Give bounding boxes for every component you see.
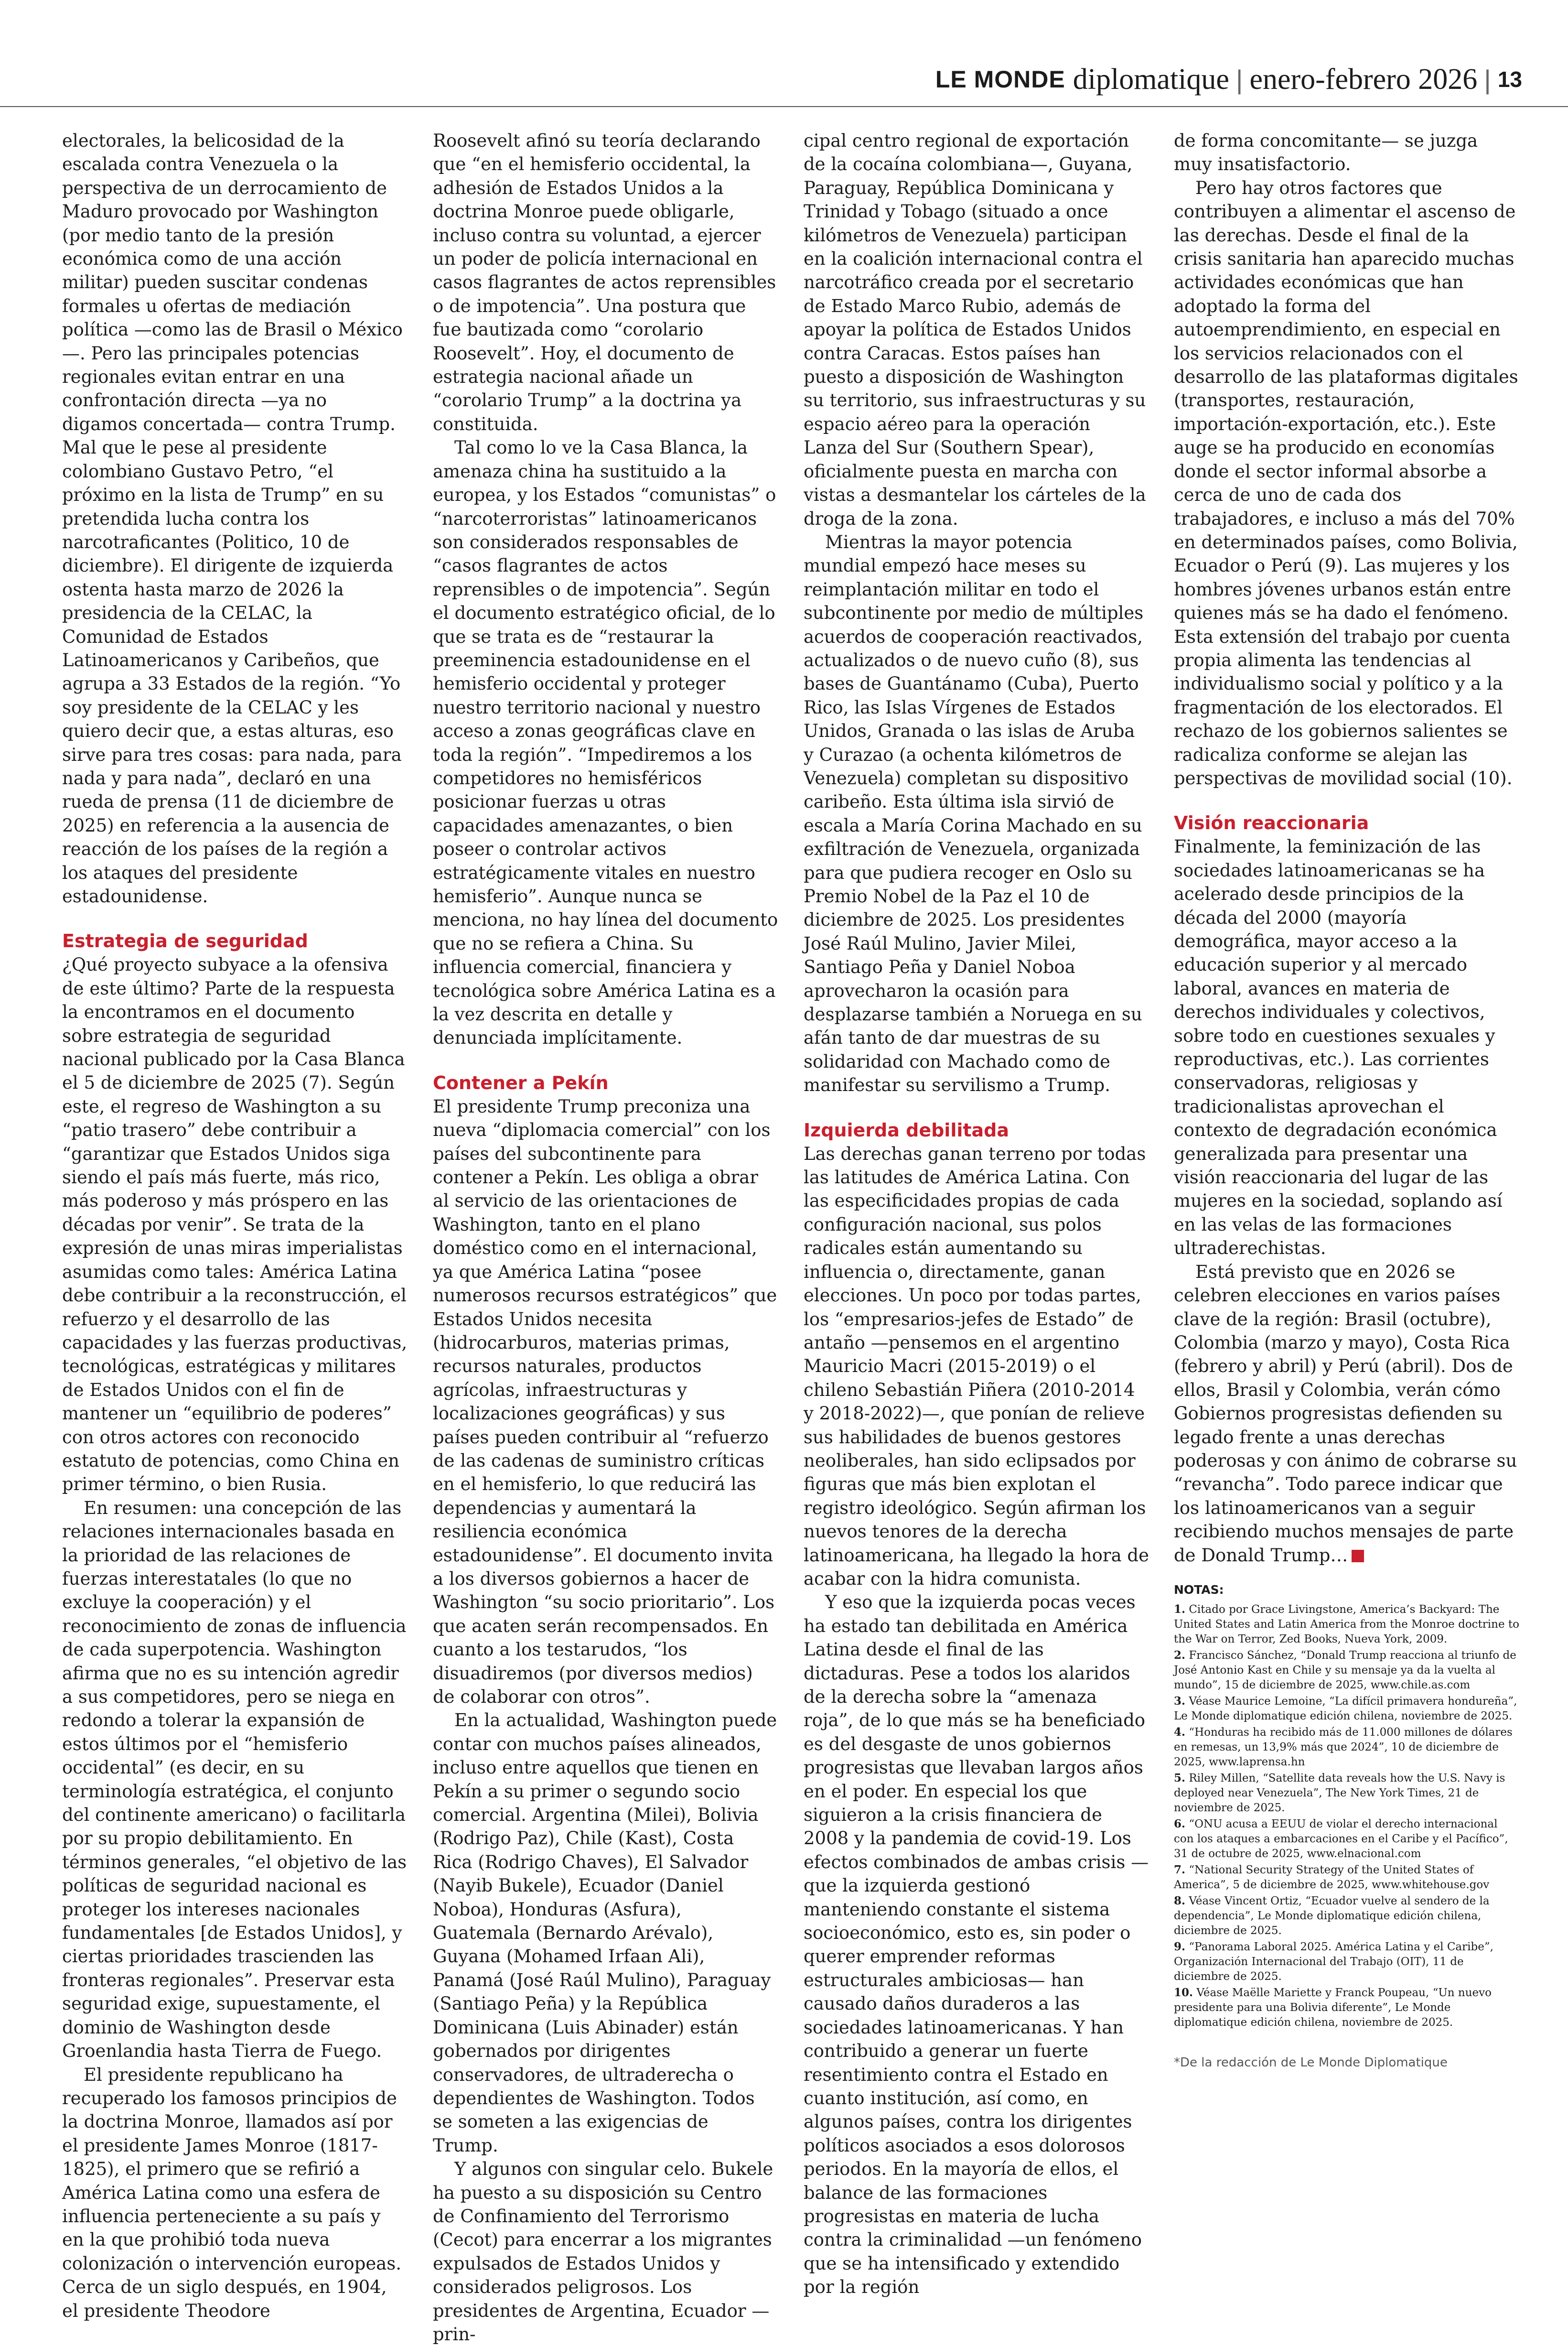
note-text: Citado por Grace Livingstone, America’s Backyard: The United States and Latin America from the Monroe doctrine to the War on Terror, Zed Books, Nueva York, 2009.	[1174, 1603, 1519, 1645]
paragraph: Y algunos con singular celo. Bukele ha puesto a su disposición su Centro de Confinamiento del Terrorismo (Cecot) para encerrar a los migrantes expulsados de Estados Unidos y considerados peligrosos. Los presidentes de Argentina, Ecuador —prin-	[433, 2159, 773, 2345]
note-number: 7.	[1174, 1863, 1186, 1876]
article-column-1	[62, 129, 408, 2321]
note-number: 4.	[1174, 1725, 1186, 1739]
brand-le-monde: LE MONDE	[935, 66, 1065, 93]
paragraph: El presidente Trump preconiza una nueva “diplomacia comercial” con los países del subcontinente para contener a Pekín. Les obliga a obrar al servicio de las orientaciones de Washington, tanto en el plano doméstico como en el internacional, ya que América Latina “posee numerosos recursos estratégicos” que Estados Unidos necesita (hidrocarburos, materias primas, recursos naturales, productos agrícolas, infraestructuras y localizaciones geográficas) y sus países pueden contribuir al “refuerzo de las cadenas de suministro críticas en el hemisferio, lo que reducirá las dependencias y aumentará la resiliencia económica estadounidense”. El documento invita a los diversos gobiernos a hacer de Washington “su socio prioritario”. Los que acaten serán recompensados. En cuanto a los testarudos, “los disuadiremos (por diversos medios) de colaborar con otros”.	[433, 1096, 777, 1707]
paragraph: de forma concomitante— se juzga muy insatisfactorio.	[1174, 130, 1478, 175]
note-item	[1174, 1816, 1519, 1861]
paragraph: Pero hay otros factores que contribuyen a alimentar el ascenso de las derechas. Desde el final de la crisis sanitaria han aparecido muchas actividades económicas que han adoptado la forma del autoemprendimiento, en especial en los servicios relacionados con el desarrollo de las plataformas digitales (transportes, restauración, importación-exportación, etc.). Este auge se ha producido en economías donde el sector informal absorbe a cerca de uno de cada dos trabajadores, e incluso a más del 70% en determinados países, como Bolivia, Ecuador o Perú (9). Las mujeres y los hombres jóvenes urbanos están entre quienes más se ha dado el fenómeno. Esta extensión del trabajo por cuenta propia alimenta las tendencias al individualismo social y político y a la fragmentación de los electorados. El rechazo de los gobiernos salientes se radicaliza conforme se alejan las perspectivas de movilidad social (10).	[1174, 177, 1518, 789]
paragraph: Finalmente, la feminización de las sociedades latinoamericanas se ha acelerado desde principios de la década del 2000 (mayoría demográfica, mayor acceso a la educación superior y al mercado laboral, avances en materia de derechos individuales y colectivos, sobre todo en cuestiones sexuales y reproductivas, etc.). Las corrientes conservadoras, religiosas y tradicionalistas aprovechan el contexto de degradación económica generalizada para presentar una visión reaccionaria del lugar de las mujeres en la sociedad, soplando así en las velas de las formaciones ultraderechistas.	[1174, 836, 1503, 1259]
note-text: “Panorama Laboral 2025. América Latina y el Caribe”, Organización Internacional del Trabajo (OIT), 11 de diciembre de 2025.	[1174, 1940, 1493, 1983]
note-number: 8.	[1174, 1894, 1186, 1907]
section-heading: Estrategia de seguridad	[62, 930, 308, 952]
note-item	[1174, 1648, 1519, 1693]
note-item	[1174, 1725, 1519, 1770]
paragraph: Las derechas ganan terreno por todas las latitudes de América Latina. Con las especificidades propias de cada configuración nacional, sus polos radicales están aumentando su influencia o, directamente, ganan elecciones. Un poco por todas partes, los “empresarios-jefes de Estado” de antaño —pensemos en el argentino Mauricio Macri (2015-2019) o el chileno Sebastián Piñera (2010-2014 y 2018-2022)—, que ponían de relieve sus habilidades de buenos gestores neoliberales, han sido eclipsados por figuras que más bien explotan el registro ideológico. Según afirman los nuevos tenores de la derecha latinoamericana, ha llegado la hora de acabar con la hidra comunista.	[804, 1143, 1149, 1589]
closing-paragraph	[1174, 1260, 1519, 1567]
note-text: “Honduras ha recibido más de 11.000 millones de dólares en remesas, un 13,9% más que 2024”, 10 de diciembre de 2025, www.laprensa.hn	[1174, 1726, 1513, 1768]
note-text: “National Security Strategy of the United States of America”, 5 de diciembre de 2025, www.whitehouse.gov	[1174, 1863, 1490, 1891]
note-text: Véase Maurice Lemoine, “La difícil primavera hondureña”, Le Monde diplomatique edición chilena, noviembre de 2025.	[1174, 1695, 1517, 1722]
end-mark-icon	[1352, 1550, 1364, 1562]
header-separator: |	[1484, 64, 1491, 95]
note-item	[1174, 1939, 1519, 1984]
paragraph: cipal centro regional de exportación de la cocaína colombiana—, Guyana, Paraguay, República Dominicana y Trinidad y Tobago (situado a once kilómetros de Venezuela) participan en la coalición internacional contra el narcotráfico creada por el secretario de Estado Marco Rubio, además de apoyar la política de Estados Unidos contra Caracas. Estos países han puesto a disposición de Washington su territorio, sus infraestructuras y su espacio aéreo para la operación Lanza del Sur (Southern Spear), oficialmente puesta en marcha con vistas a desmantelar los cárteles de la droga de la zona.	[804, 130, 1146, 529]
article-column-3	[804, 129, 1149, 2298]
note-number: 1.	[1174, 1602, 1186, 1616]
notes-section	[1174, 1582, 1519, 2030]
article-column-2	[433, 129, 778, 2345]
paragraph: Tal como lo ve la Casa Blanca, la amenaza china ha sustituido a la europea, y los Estados “comunistas” o “narcoterroristas” latinoamericanos son considerados responsables de “casos flagrantes de actos reprensibles o de impotencia”. Según el documento estratégico oficial, de lo que se trata es de “restaurar la preeminencia estadounidense en el hemisferio occidental y proteger nuestro territorio nacional y nuestro acceso a zonas geográficas clave en toda la región”. “Impediremos a los competidores no hemisféricos posicionar fuerzas u otras capacidades amenazantes, o bien poseer o controlar activos estratégicamente vitales en nuestro hemisferio”. Aunque nunca se menciona, no hay línea del documento que no se refiera a China. Su influencia comercial, financiera y tecnológica sobre América Latina es a la vez descrita en detalle y denunciada implícitamente.	[433, 437, 778, 1049]
note-item	[1174, 1985, 1519, 2030]
article-column-4	[1174, 129, 1519, 2112]
note-item	[1174, 1893, 1519, 1938]
paragraph: Mientras la mayor potencia mundial empezó hace meses su reimplantación militar en todo el subcontinente por medio de múltiples acuerdos de cooperación reactivados, actualizados o de nuevo cuño (8), sus bases de Guantánamo (Cuba), Puerto Rico, las Islas Vírgenes de Estados Unidos, Granada o las islas de Aruba y Curazao (a ochenta kilómetros de Venezuela) completan su dispositivo caribeño. Esta última isla sirvió de escala a María Corina Machado en su exfiltración de Venezuela, organizada para que pudiera recoger en Oslo su Premio Nobel de la Paz el 10 de diciembre de 2025. Los presidentes José Raúl Mulino, Javier Milei, Santiago Peña y Daniel Noboa aprovecharon la ocasión para desplazarse también a Noruega en su afán tanto de dar muestras de su solidaridad con Machado como de manifestar su servilismo a Trump.	[804, 531, 1144, 1096]
note-number: 5.	[1174, 1771, 1186, 1784]
issue-date: enero-febrero 2026	[1249, 63, 1478, 96]
note-number: 9.	[1174, 1940, 1186, 1953]
paragraph: En la actualidad, Washington puede contar con muchos países alineados, incluso entre aquellos que tienen en Pekín a su primer o segundo socio comercial. Argentina (Milei), Bolivia (Rodrigo Paz), Chile (Kast), Costa Rica (Rodrigo Chaves), El Salvador (Nayib Bukele), Ecuador (Daniel Noboa), Honduras (Asfura), Guatemala (Bernardo Arévalo), Guyana (Mohamed Irfaan Ali), Panamá (José Raúl Mulino), Paraguay (Santiago Peña) y la República Dominicana (Luis Abinader) están gobernados por dirigentes conservadores, de ultraderecha o dependientes de Washington. Todos se someten a las exigencias de Trump.	[433, 1710, 777, 2156]
note-text: “ONU acusa a EEUU de violar el derecho internacional con los ataques a embarcaciones en el Caribe y el Pacífico”, 31 de octubre de 2025, www.elnacional.com	[1174, 1817, 1508, 1860]
note-number: 6.	[1174, 1817, 1186, 1830]
note-item	[1174, 1862, 1519, 1892]
paragraph: Roosevelt afinó su teoría declarando que “en el hemisferio occidental, la adhesión de Estados Unidos a la doctrina Monroe puede obligarle, incluso contra su voluntad, a ejercer un poder de policía internacional en casos flagrantes de actos reprensibles o de impotencia”. Una postura que fue bautizada como “corolario Roosevelt”. Hoy, el documento de estrategia nacional añade un “corolario Trump” a la doctrina ya constituida.	[433, 130, 776, 434]
closing-text: Está previsto que en 2026 se celebren elecciones en varios países clave de la región: Brasil (octubre), Colombia (marzo y mayo), Costa Rica (febrero y abril) y Perú (abril). Dos de ellos, Brasil y Colombia, verán cómo Gobiernos progresistas defienden su legado frente a unas derechas poderosas y con ánimo de cobrarse su “revancha”. Todo parece indicar que los latinoamericanos van a seguir recibiendo muchos mensajes de parte de Donald Trump…	[1174, 1261, 1517, 1566]
paragraph: En resumen: una concepción de las relaciones internacionales basada en la prioridad de las relaciones de fuerzas interestatales (lo que no excluye la cooperación) y el reconocimiento de zonas de influencia de cada superpotencia. Washington afirma que no es su intención agredir a sus competidores, pero se niega en redondo a tolerar la expansión de estos últimos por el “hemisferio occidental” (es decir, en su terminología estratégica, el conjunto del continente americano) o facilitarla por su propio debilitamiento. En términos generales, “el objetivo de las políticas de seguridad nacional es proteger los intereses nacionales fundamentales [de Estados Unidos], y ciertas prioridades trascienden las fronteras regionales”. Preservar esta seguridad exige, supuestamente, el dominio de Washington desde Groenlandia hasta Tierra de Fuego.	[62, 1497, 407, 2062]
note-text: Riley Millen, “Satellite data reveals how the U.S. Navy is deployed near Venezuela”, The New York Times, 21 de noviembre de 2025.	[1174, 1772, 1505, 1814]
page-header	[935, 61, 1522, 97]
note-item	[1174, 1771, 1519, 1816]
header-separator: |	[1235, 64, 1243, 95]
note-number: 3.	[1174, 1694, 1186, 1708]
note-text: Véase Maëlle Mariette y Franck Poupeau, “Un nuevo presidente para una Bolivia diferente”, Le Monde diplomatique edición chilena, noviembre de 2025.	[1174, 1986, 1492, 2029]
notes-title: NOTAS:	[1174, 1582, 1224, 1597]
page-number: 13	[1497, 67, 1522, 92]
note-number: 10.	[1174, 1986, 1193, 1999]
paragraph: Y eso que la izquierda pocas veces ha estado tan debilitada en América Latina desde el final de las dictaduras. Pese a todos los alaridos de la derecha sobre la “amenaza roja”, de lo que más se ha beneficiado es del desgaste de unos gobiernos progresistas que llevaban largos años en el poder. En especial los que siguieron a la crisis financiera de 2008 y la pandemia de covid-19. Los efectos combinados de ambas crisis —que la izquierda gestionó manteniendo constante el sistema socioeconómico, esto es, sin poder o querer emprender reformas estructurales ambiciosas— han causado daños duraderos a las sociedades latinoamericanas. Y han contribuido a generar un fuerte resentimiento contra el Estado en cuanto institución, así como, en algunos países, contra los dirigentes políticos asociados a esos dolorosos periodos. En la mayoría de ellos, el balance de las formaciones progresistas en materia de lucha contra la criminalidad —un fenómeno que se ha intensificado y extendido por la región	[804, 1592, 1149, 2298]
notes-list	[1174, 1602, 1519, 2030]
section-heading: Visión reaccionaria	[1174, 812, 1369, 834]
section-heading: Izquierda debilitada	[804, 1119, 1010, 1141]
note-item	[1174, 1602, 1519, 1647]
paragraph: ¿Qué proyecto subyace a la ofensiva de este último? Parte de la respuesta la encontramos en el documento sobre estrategia de seguridad nacional publicado por la Casa Blanca el 5 de diciembre de 2025 (7). Según este, el regreso de Washington a su “patio trasero” debe contribuir a “garantizar que Estados Unidos siga siendo el país más fuerte, más rico, más poderoso y más próspero en las décadas por venir”. Se trata de la expresión de unas miras imperialistas asumidas como tales: América Latina debe contribuir a la reconstrucción, el refuerzo y el desarrollo de las capacidades y las fuerzas productivas, tecnológicas, estratégicas y militares de Estados Unidos con el fin de mantener un “equilibrio de poderes” con otros actores con reconocido estatuto de potencias, como China en primer término, o bien Rusia.	[62, 954, 408, 1495]
author-credit: *De la redacción de Le Monde Diplomatique	[1174, 2055, 1448, 2070]
paragraph: El presidente republicano ha recuperado los famosos principios de la doctrina Monroe, llamados así por el presidente James Monroe (1817-1825), el primero que se refirió a América Latina como una esfera de influencia perteneciente a su país y en la que prohibió toda nueva colonización o intervención europeas. Cerca de un siglo después, en 1904, el presidente Theodore	[62, 2064, 402, 2321]
note-text: Francisco Sánchez, “Donald Trump reacciona al triunfo de José Antonio Kast en Chile y su mensaje ya da la vuelta al mundo”, 15 de diciembre de 2025, www.chile.as.com	[1174, 1649, 1516, 1691]
note-number: 2.	[1174, 1648, 1186, 1662]
section-heading: Contener a Pekín	[433, 1072, 609, 1093]
note-text: Véase Vincent Ortiz, “Ecuador vuelve al sendero de la dependencia”, Le Monde diplomatique edición chilena, diciembre de 2025.	[1174, 1894, 1490, 1937]
paragraph: electorales, la belicosidad de la escalada contra Venezuela o la perspectiva de un derrocamiento de Maduro provocado por Washington (por medio tanto de la presión económica como de una acción militar) pueden suscitar condenas formales u ofertas de mediación política —como las de Brasil o México—. Pero las principales potencias regionales evitan entrar en una confrontación directa —ya no digamos concertada— contra Trump. Mal que le pese al presidente colombiano Gustavo Petro, “el próximo en la lista de Trump” en su pretendida lucha contra los narcotraficantes (Politico, 10 de diciembre). El dirigente de izquierda ostenta hasta marzo de 2026 la presidencia de la CELAC, la Comunidad de Estados Latinoamericanos y Caribeños, que agrupa a 33 Estados de la región. “Yo soy presidente de la CELAC y les quiero decir que, a estas alturas, eso sirve para tres cosas: para nada, para nada y para nada”, declaró en una rueda de prensa (11 de diciembre de 2025) en referencia a la ausencia de reacción de los países de la región a los ataques del presidente estadounidense.	[62, 130, 403, 907]
note-item	[1174, 1694, 1519, 1724]
brand-diplomatique: diplomatique	[1073, 63, 1229, 96]
header-rule	[0, 106, 1568, 107]
